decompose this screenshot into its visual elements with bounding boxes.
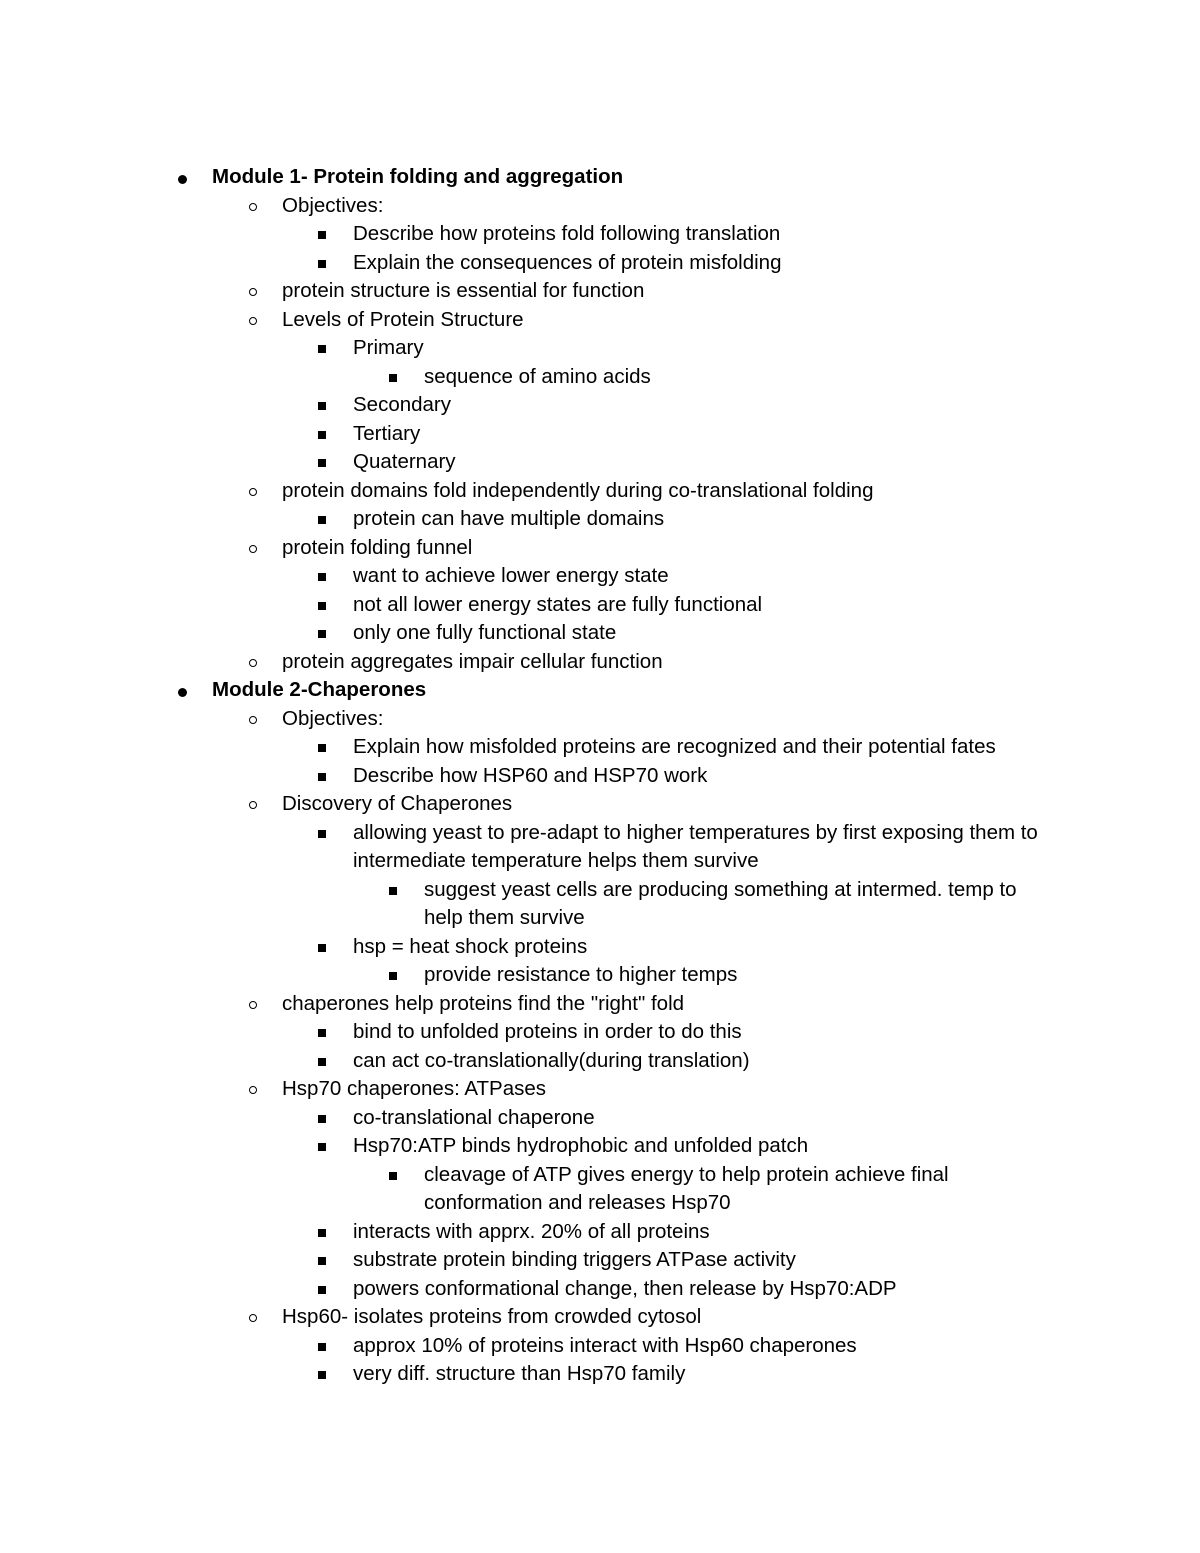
hollow-circle-bullet-icon: [249, 545, 257, 553]
outline-item: [0, 363, 1054, 392]
outline-item: [0, 249, 1053, 278]
outline-item-text: Explain how misfolded proteins are recognized and their potential fates: [353, 735, 996, 758]
outline-item-text: Describe how proteins fold following translation: [353, 222, 781, 245]
outline-item-text: co-translational chaperone: [353, 1105, 595, 1129]
outline-item-text: chaperones help proteins find the "right" fold: [282, 991, 685, 1015]
outline-item-text: Secondary: [353, 393, 452, 416]
outline-item: [0, 1132, 1053, 1161]
outline-item: [0, 1246, 1053, 1275]
square-bullet-icon: [389, 972, 397, 980]
hollow-circle-bullet-icon: [249, 488, 257, 496]
outline-item-text: cleavage of ATP gives energy to help protein achieve final conformation and releases Hsp70: [424, 1162, 949, 1214]
outline-item-text: Tertiary: [353, 421, 421, 445]
outline-item: [0, 1047, 1053, 1076]
outline-item-text: protein structure is essential for function: [282, 279, 645, 302]
outline-item: [0, 733, 1053, 762]
outline-item: [0, 1104, 1053, 1133]
outline-item-text: protein folding funnel: [282, 535, 473, 559]
filled-circle-bullet-icon: [178, 175, 187, 184]
outline-item-text: not all lower energy states are fully functional: [353, 592, 763, 616]
outline-item: [0, 562, 1053, 591]
hollow-circle-bullet-icon: [249, 659, 257, 667]
hollow-circle-bullet-icon: [249, 1086, 257, 1094]
outline-item-text: suggest yeast cells are producing something at intermed. temp to help them survive: [424, 877, 1017, 929]
outline-item-text: sequence of amino acids: [424, 364, 651, 388]
square-bullet-icon: [318, 602, 326, 610]
notes-outline: [0, 163, 1200, 1389]
hollow-circle-bullet-icon: [249, 1314, 257, 1322]
outline-item-text: Hsp70 chaperones: ATPases: [282, 1077, 546, 1100]
module-heading: [0, 163, 1200, 192]
outline-item: [0, 762, 1053, 791]
square-bullet-icon: [318, 1229, 326, 1237]
outline-item: [0, 1018, 1053, 1047]
square-bullet-icon: [318, 516, 326, 524]
outline-item-text: Explain the consequences of protein misfolding: [353, 250, 782, 274]
outline-item: [0, 1218, 1053, 1247]
hollow-circle-bullet-icon: [249, 203, 257, 211]
square-bullet-icon: [318, 1029, 326, 1037]
outline-item-text: interacts with apprx. 20% of all proteins: [353, 1219, 710, 1243]
outline-item: [0, 192, 1200, 221]
square-bullet-icon: [318, 1371, 326, 1379]
outline-item: [0, 1275, 1053, 1304]
outline-item-text: protein can have multiple domains: [353, 507, 665, 530]
outline-item: [0, 477, 1200, 506]
outline-item-text: protein aggregates impair cellular function: [282, 649, 663, 673]
outline-item: [0, 220, 1053, 249]
square-bullet-icon: [318, 630, 326, 638]
outline-item: [0, 277, 1200, 306]
outline-item-text: Module 1- Protein folding and aggregation: [212, 165, 624, 188]
square-bullet-icon: [318, 773, 326, 781]
square-bullet-icon: [318, 1115, 326, 1123]
outline-item-text: want to achieve lower energy state: [353, 564, 669, 587]
outline-item-text: Objectives:: [282, 706, 384, 730]
square-bullet-icon: [318, 345, 326, 353]
outline-item-text: Describe how HSP60 and HSP70 work: [353, 763, 708, 787]
outline-item-text: approx 10% of proteins interact with Hsp60 chaperones: [353, 1333, 857, 1357]
outline-item: [0, 961, 1054, 990]
outline-item-text: only one fully functional state: [353, 621, 617, 644]
square-bullet-icon: [318, 431, 326, 439]
square-bullet-icon: [318, 459, 326, 467]
outline-item: [0, 591, 1053, 620]
outline-item: [0, 1161, 1054, 1218]
hollow-circle-bullet-icon: [249, 317, 257, 325]
outline-item-text: hsp = heat shock proteins: [353, 934, 588, 958]
outline-item: [0, 505, 1053, 534]
outline-item: [0, 1075, 1200, 1104]
outline-item: [0, 619, 1053, 648]
outline-item: [0, 819, 1053, 876]
outline-item-text: substrate protein binding triggers ATPase activity: [353, 1248, 796, 1271]
outline-item-text: Quaternary: [353, 450, 456, 473]
square-bullet-icon: [318, 1257, 326, 1265]
square-bullet-icon: [389, 887, 397, 895]
square-bullet-icon: [318, 1143, 326, 1151]
outline-item: [0, 448, 1053, 477]
outline-item-text: bind to unfolded proteins in order to do this: [353, 1020, 742, 1043]
hollow-circle-bullet-icon: [249, 288, 257, 296]
square-bullet-icon: [318, 1058, 326, 1066]
outline-item-text: Discovery of Chaperones: [282, 792, 513, 815]
square-bullet-icon: [389, 374, 397, 382]
square-bullet-icon: [318, 402, 326, 410]
outline-item: [0, 334, 1053, 363]
square-bullet-icon: [318, 1343, 326, 1351]
outline-item-text: protein domains fold independently during co-translational folding: [282, 478, 874, 502]
outline-item: [0, 876, 1054, 933]
filled-circle-bullet-icon: [178, 688, 187, 697]
outline-item-text: can act co-translationally(during translation): [353, 1048, 750, 1072]
square-bullet-icon: [318, 231, 326, 239]
hollow-circle-bullet-icon: [249, 1001, 257, 1009]
outline-item: [0, 705, 1200, 734]
outline-item: [0, 1303, 1200, 1332]
outline-item-text: Levels of Protein Structure: [282, 307, 524, 331]
outline-item: [0, 1360, 1053, 1389]
square-bullet-icon: [389, 1172, 397, 1180]
square-bullet-icon: [318, 1286, 326, 1294]
outline-item: [0, 933, 1053, 962]
outline-item-text: very diff. structure than Hsp70 family: [353, 1362, 686, 1385]
square-bullet-icon: [318, 744, 326, 752]
outline-item-text: Objectives:: [282, 193, 384, 217]
outline-item: [0, 306, 1200, 335]
outline-item: [0, 790, 1200, 819]
outline-item-text: Module 2-Chaperones: [212, 678, 427, 701]
square-bullet-icon: [318, 944, 326, 952]
hollow-circle-bullet-icon: [249, 716, 257, 724]
outline-item-text: Primary: [353, 336, 424, 359]
outline-item: [0, 1332, 1053, 1361]
outline-item: [0, 534, 1200, 563]
outline-item-text: powers conformational change, then release by Hsp70:ADP: [353, 1276, 897, 1300]
square-bullet-icon: [318, 573, 326, 581]
outline-item: [0, 990, 1200, 1019]
outline-item-text: allowing yeast to pre-adapt to higher temperatures by first exposing them to intermediate temperature helps them survive: [353, 820, 1038, 872]
module-heading: [0, 676, 1200, 705]
outline-item-text: Hsp70:ATP binds hydrophobic and unfolded patch: [353, 1134, 809, 1157]
outline-item-text: Hsp60- isolates proteins from crowded cytosol: [282, 1305, 702, 1328]
outline-item-text: provide resistance to higher temps: [424, 963, 738, 986]
outline-item: [0, 648, 1200, 677]
square-bullet-icon: [318, 260, 326, 268]
hollow-circle-bullet-icon: [249, 801, 257, 809]
square-bullet-icon: [318, 830, 326, 838]
outline-item: [0, 391, 1053, 420]
outline-item: [0, 420, 1053, 449]
